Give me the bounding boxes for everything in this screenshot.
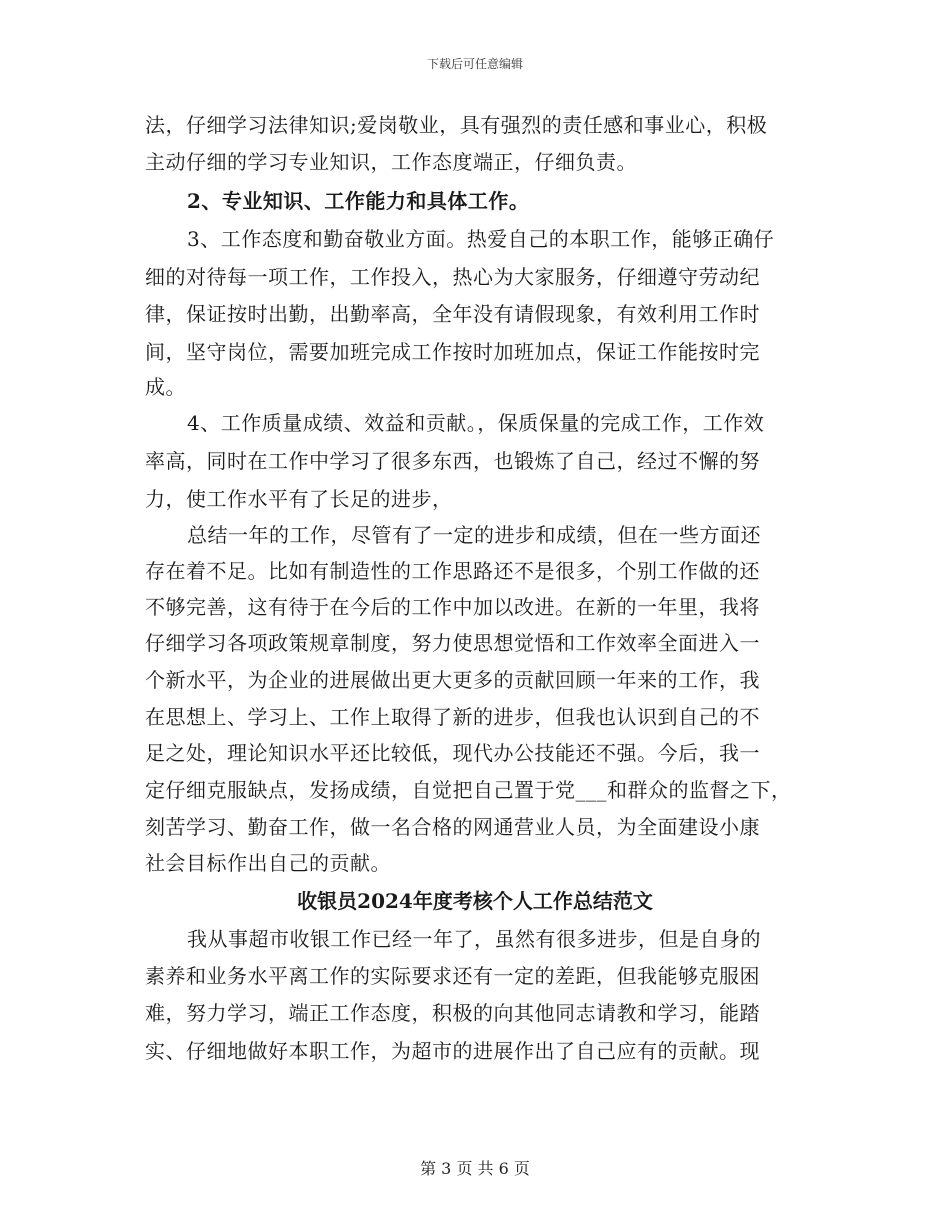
- paragraph-line: 不够完善，这有待于在今后的工作中加以改进。在新的一年里，我将: [145, 595, 760, 619]
- paragraph-line: 在思想上、学习上、工作上取得了新的进步，但我也认识到自己的不: [145, 705, 760, 729]
- paragraph-line: 刻苦学习、勤奋工作，做一名合格的网通营业人员，为全面建设小康: [145, 815, 760, 839]
- paragraph-line: 成。: [145, 375, 186, 399]
- section-heading: 2、专业知识、工作能力和具体工作。: [187, 189, 530, 213]
- paragraph-line: 力，使工作水平有了长足的进步，: [145, 487, 453, 511]
- paragraph-line: 定仔细克服缺点，发扬成绩，自觉把自己置于党___和群众的监督之下，: [145, 778, 792, 802]
- header-note: 下载后可任意编辑: [426, 57, 523, 71]
- paragraph-line: 法，仔细学习法律知识;爱岗敬业，具有强烈的责任感和事业心，积极: [145, 113, 768, 137]
- paragraph-line: 律，保证按时出勤，出勤率高，全年没有请假现象，有效利用工作时: [145, 302, 760, 326]
- paragraph-line: 实、仔细地做好本职工作，为超市的进展作出了自己应有的贡献。现: [145, 1039, 760, 1063]
- paragraph-line: 我从事超市收银工作已经一年了，虽然有很多进步，但是自身的: [187, 927, 761, 951]
- paragraph-line: 存在着不足。比如有制造性的工作思路还不是很多，个别工作做的还: [145, 559, 760, 583]
- paragraph-line: 率高，同时在工作中学习了很多东西，也锻炼了自己，经过不懈的努: [145, 449, 760, 473]
- paragraph-line: 素养和业务水平离工作的实际要求还有一定的差距，但我能够克服困: [145, 964, 760, 988]
- paragraph-line: 主动仔细的学习专业知识，工作态度端正，仔细负责。: [145, 150, 637, 174]
- paragraph-line: 细的对待每一项工作，工作投入，热心为大家服务，仔细遵守劳动纪: [145, 265, 760, 289]
- paragraph-line: 社会目标作出自己的贡献。: [145, 851, 391, 875]
- document-title: 收银员2024年度考核个人工作总结范文: [297, 889, 653, 913]
- paragraph-line: 仔细学习各项政策规章制度，努力使思想觉悟和工作效率全面进入一: [145, 631, 760, 655]
- paragraph-line: 总结一年的工作，尽管有了一定的进步和成绩，但在一些方面还: [187, 523, 761, 547]
- page-number: 第 3 页 共 6 页: [420, 1159, 530, 1178]
- paragraph-line: 足之处，理论知识水平还比较低，现代办公技能还不强。今后，我一: [145, 741, 760, 765]
- paragraph-line: 个新水平，为企业的进展做出更大更多的贡献回顾一年来的工作，我: [145, 668, 760, 692]
- paragraph-line: 间，坚守岗位，需要加班完成工作按时加班加点，保证工作能按时完: [145, 340, 760, 364]
- paragraph-line: 4、工作质量成绩、效益和贡献。，保质保量的完成工作，工作效: [187, 411, 765, 435]
- paragraph-line: 3、工作态度和勤奋敬业方面。热爱自己的本职工作，能够正确仔: [187, 227, 775, 251]
- paragraph-line: 难，努力学习，端正工作态度，积极的向其他同志请教和学习，能踏: [145, 1001, 760, 1025]
